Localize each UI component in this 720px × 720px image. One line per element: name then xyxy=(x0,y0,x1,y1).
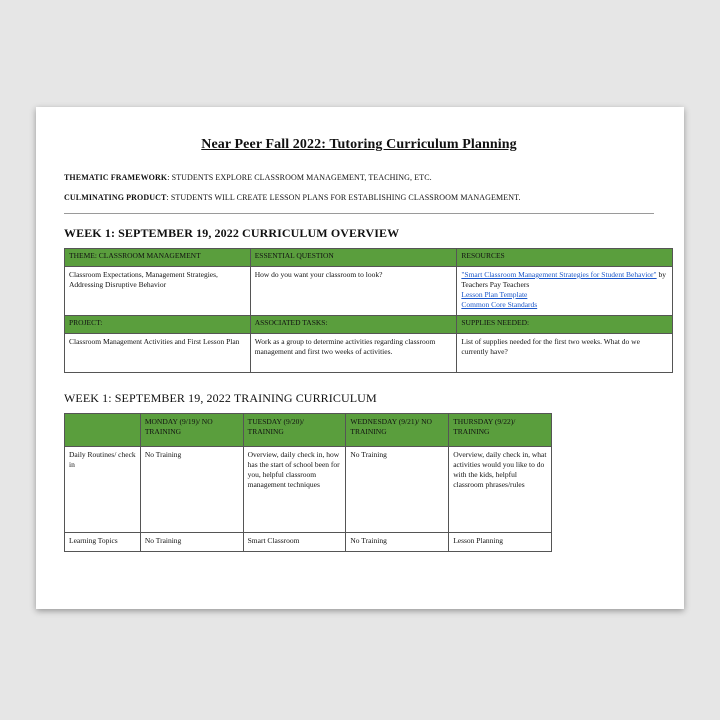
training-heading: WEEK 1: SEPTEMBER 19, 2022 TRAINING CURRICULUM xyxy=(64,391,377,405)
training-header-wednesday: WEDNESDAY (9/21)/ NO TRAINING xyxy=(346,414,449,447)
training-header-monday: MONDAY (9/19)/ NO TRAINING xyxy=(140,414,243,447)
table-cell: No Training xyxy=(346,533,449,552)
table-cell: Lesson Planning xyxy=(449,533,552,552)
row-label: Daily Routines/ check in xyxy=(65,447,141,533)
header-supplies: SUPPLIES NEEDED: xyxy=(457,316,673,334)
culminating-product-label: CULMINATING PRODUCT xyxy=(64,193,167,202)
header-theme: THEME: CLASSROOM MANAGEMENT xyxy=(65,249,251,267)
resource-by: by Teachers Pay Teachers xyxy=(461,270,666,289)
table-cell: Smart Classroom xyxy=(243,533,346,552)
resource-link-smart-classroom[interactable]: "Smart Classroom Management Strategies for Student Behavior" xyxy=(461,270,657,279)
culminating-product xyxy=(64,193,654,202)
curriculum-overview-table xyxy=(64,248,673,373)
thematic-framework-value: : STUDENTS EXPLORE CLASSROOM MANAGEMENT, TEACHING, ETC. xyxy=(167,173,432,182)
resources-cell xyxy=(457,267,673,316)
header-project: PROJECT: xyxy=(65,316,251,334)
header-resources: RESOURCES xyxy=(457,249,673,267)
table-cell: No Training xyxy=(140,447,243,533)
document-title: Near Peer Fall 2022: Tutoring Curriculum Planning xyxy=(201,137,517,152)
table-cell: Overview, daily check in, how has the start of school been for you, helpful classroom management techniques xyxy=(243,447,346,533)
project-cell: Classroom Management Activities and First Lesson Plan xyxy=(65,334,251,373)
table-cell: Overview, daily check in, what activities would you like to do with the kids, helpful classroom phrases/rules xyxy=(449,447,552,533)
table-cell: No Training xyxy=(346,447,449,533)
training-header-thursday: THURSDAY (9/22)/ TRAINING xyxy=(449,414,552,447)
row-label: Learning Topics xyxy=(65,533,141,552)
culminating-product-value: : STUDENTS WILL CREATE LESSON PLANS FOR ESTABLISHING CLASSROOM MANAGEMENT. xyxy=(166,193,521,202)
document-page xyxy=(36,107,684,609)
overview-heading: WEEK 1: SEPTEMBER 19, 2022 CURRICULUM OVERVIEW xyxy=(64,226,400,240)
resource-link-lesson-plan[interactable]: Lesson Plan Template xyxy=(461,290,528,299)
table-row xyxy=(65,447,552,533)
theme-cell: Classroom Expectations, Management Strategies, Addressing Disruptive Behavior xyxy=(65,267,251,316)
question-cell: How do you want your classroom to look? xyxy=(250,267,457,316)
table-row xyxy=(65,533,552,552)
divider xyxy=(64,213,654,214)
training-curriculum-table xyxy=(64,413,552,552)
header-essential-question: ESSENTIAL QUESTION xyxy=(250,249,457,267)
training-header-tuesday: TUESDAY (9/20)/ TRAINING xyxy=(243,414,346,447)
thematic-framework xyxy=(64,173,654,182)
thematic-framework-label: THEMATIC FRAMEWORK xyxy=(64,173,168,182)
header-associated-tasks: ASSOCIATED TASKS: xyxy=(250,316,457,334)
tasks-cell: Work as a group to determine activities regarding classroom management and first two weeks of activities. xyxy=(250,334,457,373)
training-header-corner xyxy=(65,414,141,447)
supplies-cell: List of supplies needed for the first two weeks. What do we currently have? xyxy=(457,334,673,373)
table-cell: No Training xyxy=(140,533,243,552)
resource-link-common-core[interactable]: Common Core Standards xyxy=(461,300,538,309)
